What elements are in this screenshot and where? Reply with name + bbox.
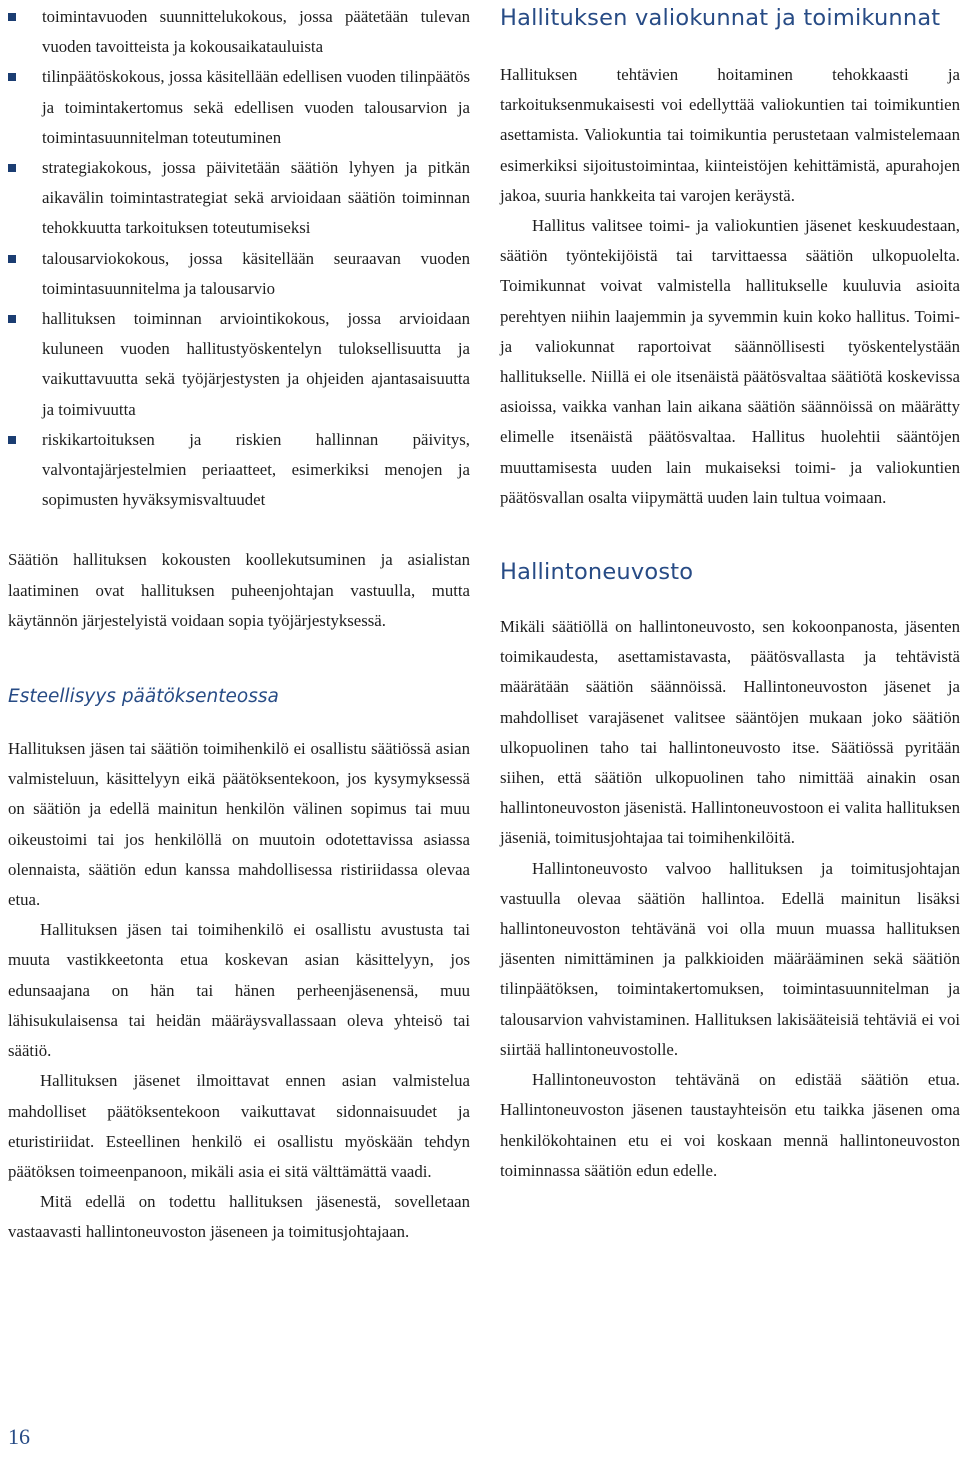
esteellisyys-section [8,734,470,1247]
hallintoneuvosto-section [500,612,960,1186]
valiokunnat-paragraph: Hallitus valitsee toimi- ja valiokuntien jäsenet keskuudestaan, säätiön työntekijöistä tai tarvittaessa säätiön ulkopuolelta. Toimikunnat voivat valmistella hallitukselle kuuluvia asioita perehtyen niihin laajemmin ja syvemmin kuin koko hallitus. Toimi- ja valiokunnat raportoivat säännöllisesti työskentelystään hallitukselle. Niillä ei ole itsenäistä päätösvaltaa säätiötä koskevissa asioissa, vaikka vanhan lain aikana säätiön säännöissä on määrätty elimelle itsenäistä päätösvaltaa. Hallitus huolehtii sääntöjen muuttamisesta uuden lain mukaiseksi toimi- ja valiokuntien päätösvallan osalta viipymättä uuden lain tultua voimaan. [500,216,960,507]
list-item [8,244,470,304]
left-column [8,0,470,1248]
list-item-text: tilinpäätöskokous, jossa käsitellään edellisen vuoden tilinpäätös ja toimintakertomus sekä edellisen vuoden talousarvion ja toimintasuunnitelman toteutuminen [42,67,470,147]
list-item [8,153,470,244]
bullet-square-icon [8,436,16,444]
esteellisyys-paragraph: Mitä edellä on todettu hallituksen jäsenestä, sovelletaan vastaavasti hallintoneuvoston jäseneen ja toimitusjohtajaan. [8,1192,470,1242]
hallintoneuvosto-paragraph: Hallintoneuvoston tehtävänä on edistää säätiön etua. Hallintoneuvoston jäsenen taustayhteisön etu taikka jäsenen oma henkilökohtainen etu ei voi koskaan mennä hallintoneuvoston toiminnassa säätiön edun edelle. [500,1070,960,1180]
bullet-square-icon [8,255,16,263]
right-column [500,0,960,1186]
esteellisyys-paragraph: Hallituksen jäsen tai toimihenkilö ei osallistu avustusta tai muuta vastikkeetonta etua koskevan asian käsittelyyn, jos edunsaajana on hän tai hänen perheenjäsenensä, muu lähisukulaisensa tai heidän määräysvallassaan oleva yhteisö tai säätiö. [8,920,470,1061]
list-item-text: toimintavuoden suunnittelukokous, jossa päätetään tulevan vuoden tavoitteista ja kokousaikatauluista [42,7,470,57]
list-item-text: riskikartoituksen ja riskien hallinnan päivitys, valvontajärjestelmien periaatteet, esimerkiksi menojen ja sopimusten hyväksymisvaltuudet [42,429,470,510]
valiokunnat-paragraph: Hallituksen tehtävien hoitaminen tehokkaasti ja tarkoituksenmukaisesti voi edellyttää valiokuntien tai toimikuntien asettamista. Valiokuntia tai toimikuntia perustetaan valmistelemaan esimerkiksi sijoitustoimintaa, kiinteistöjen kehittämistä, apurahojen jakoa, suuria hankkeita tai varojen keräystä. [500,65,960,205]
bullet-square-icon [8,73,16,81]
list-item [8,62,470,153]
section-heading-esteellisyys: Esteellisyys päätöksenteossa [8,686,279,708]
meetings-paragraph: Säätiön hallituksen kokousten koollekutsuminen ja asialistan laatiminen ovat hallituksen puheenjohtajan vastuulla, mutta käytännön järjestelyistä voidaan sopia työjärjestyksessä. [8,550,470,630]
section-heading-valiokunnat: Hallituksen valiokunnat ja toimikunnat [500,5,941,31]
list-item-text: talousarviokokous, jossa käsitellään seuraavan vuoden toimintasuunnitelma ja talousarvio [42,248,470,298]
hallintoneuvosto-paragraph: Hallintoneuvosto valvoo hallituksen ja toimitusjohtajan vastuulla olevaa säätiön hallintoa. Edellä mainitun lisäksi hallintoneuvoston tehtävänä voi olla muun muassa hallituksen jäsenten nimittäminen ja palkkioiden määrääminen sekä säätiön tilinpäätöksen, toimintakertomuksen, toimintasuunnitelman ja talousarvion vahvistaminen. Hallituksen lakisääteisiä tehtäviä ei voi siirtää hallintoneuvostolle. [500,858,960,1059]
list-item-text: hallituksen toiminnan arviointikokous, jossa arvioidaan kuluneen vuoden hallitustyöskentelyn tuloksellisuutta ja vaikuttavuutta sekä työjärjestysten ja ohjeiden ajantasaisuutta ja toimivuutta [42,309,470,419]
esteellisyys-paragraph: Hallituksen jäsenet ilmoittavat ennen asian valmistelua mahdolliset päätöksentekoon vaikuttavat sidonnaisuudet ja eturistiriidat. Esteellinen henkilö ei osallistu myöskään tehdyn päätöksen toimeenpanoon, mikäli asia ei sitä välttämättä vaadi. [8,1071,470,1181]
bullet-square-icon [8,315,16,323]
bullet-square-icon [8,13,16,21]
list-item [8,2,470,62]
list-item-text: strategiakokous, jossa päivitetään säätiön lyhyen ja pitkän aikavälin toimintastrategiat sekä arvioidaan säätiön toiminnan tehokkuutta tarkoituksen toteutumiseksi [42,158,470,238]
list-item [8,304,470,425]
bullet-square-icon [8,164,16,172]
valiokunnat-section [500,60,960,513]
page-number: 16 [8,1424,30,1449]
section-heading-hallintoneuvosto: Hallintoneuvosto [500,559,694,586]
list-item [8,425,470,516]
meeting-types-list [8,2,470,515]
esteellisyys-paragraph: Hallituksen jäsen tai säätiön toimihenkilö ei osallistu säätiössä asian valmisteluun, käsittelyyn eikä päätöksentekoon, jos kysymyksessä on säätiön ja edellä mainitun henkilön välinen sopimus tai muu oikeustoimi tai jos henkilöllä on muutoin odotettavissa asiassa olennaista, säätiön edun kanssa mahdollisessa ristiriidassa olevaa etua. [8,739,470,910]
hallintoneuvosto-paragraph: Mikäli säätiöllä on hallintoneuvosto, sen kokoonpanosta, jäsenten toimikaudesta, asettamistavasta, päätösvallasta ja tehtävistä määrätään säätiön säännöissä. Hallintoneuvoston jäsenet ja mahdolliset varajäsenet valitsee sääntöjen mukaan joko säätiön ulkopuolinen taho tai hallintoneuvosto itse. Säätiössä pyritään siihen, että säätiön ulkopuolinen taho nimittää ainakin osan hallintoneuvoston jäsenistä. Hallintoneuvostoon ei valita hallituksen jäseniä, toimitusjohtajaa tai toimihenkilöitä. [500,617,960,848]
